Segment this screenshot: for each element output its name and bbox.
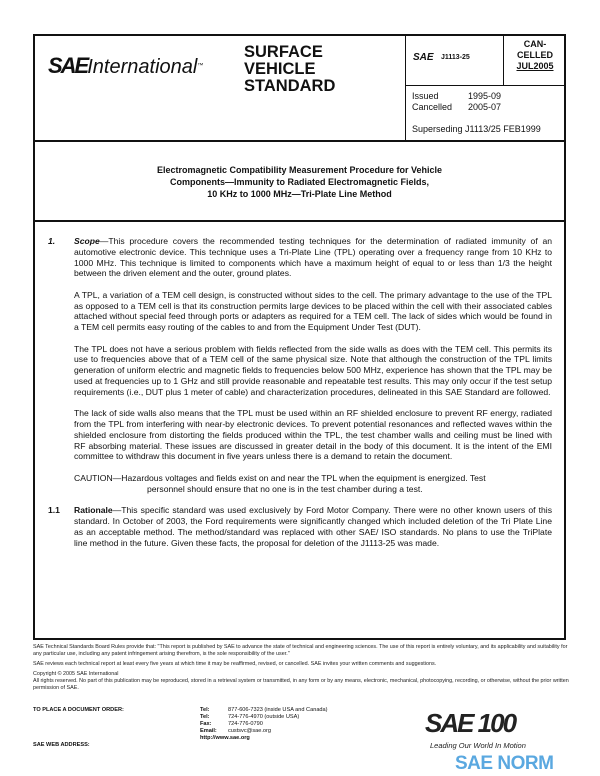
caution-line: CAUTION—Hazardous voltages and fields exist on and near the TPL when the equipment is energized. Test	[74, 472, 486, 483]
status-line: CAN-	[523, 39, 547, 49]
document-body	[48, 236, 552, 559]
logo-international: International	[87, 56, 198, 78]
section-scope	[48, 236, 552, 279]
issued-label: Issued	[412, 91, 439, 101]
cancelled-value: 2005-07	[468, 102, 502, 112]
contact-email[interactable]: custsvc@sae.org	[228, 728, 271, 734]
title-line: Electromagnetic Compatibility Measurement Procedure for Vehicle	[156, 165, 443, 175]
sae-mark: SAE	[413, 52, 434, 63]
type-line: SURFACE	[244, 43, 323, 61]
status-line: JUL2005	[516, 61, 554, 71]
document-number: J1113-25	[441, 54, 470, 61]
rights-notice: All rights reserved. No part of this publication may be reproduced, stored in a retrieval system or transmitted, in any form or by any means, electronic, mechanical, photocopying, recording, or otherwise, without the prior written permission of SAE.	[33, 678, 569, 691]
sae-100-mark: SAE 100	[425, 708, 516, 738]
section-heading: Scope	[74, 236, 100, 246]
legal-notices	[33, 644, 573, 692]
section-rationale	[48, 505, 552, 548]
sae-norm-watermark: SAE NORM	[455, 753, 554, 774]
paragraph: The TPL does not have a serious problem with fields reflected from the side walls as does with the TEM cell. This permits its use to frequencies above that of a TEM cell of the same physical size. Note that although the construction of the TPL limits generation of uniform electric and magnetic fields to frequencies below 500 MHz, experience has shown that the TPL may be used at frequencies up to 1 GHz and still provide reasonable and repeatable test results. This may only occur if the test setup requirements (i.e., DUT plus 1 meter of cable) and characterization procedures, delineated in this SAE Standard are followed.	[74, 343, 552, 397]
type-line: STANDARD	[244, 77, 336, 95]
contact-fax: 724-776-0790	[228, 721, 263, 727]
contact-list	[200, 707, 328, 742]
logo-tm: ™	[197, 63, 204, 69]
status-line: CELLED	[517, 50, 553, 60]
review-notice: SAE reviews each technical report at least every five years at which time it may be reaffirmed, revised, or cancelled. SAE invites your written comments and suggestions.	[33, 661, 437, 667]
contact-phone[interactable]: 877-606-7323 (inside USA and Canada)	[228, 707, 328, 713]
web-link[interactable]: http://www.sae.org	[200, 735, 250, 741]
issued-value: 1995-09	[468, 91, 502, 101]
contact-key: Tel:	[200, 707, 210, 713]
contact-key: Email:	[200, 728, 217, 734]
contact-key: Tel:	[200, 714, 210, 720]
web-label: SAE WEB ADDRESS:	[33, 742, 90, 748]
standard-type	[244, 44, 335, 95]
paragraph: A TPL, a variation of a TEM cell design, is constructed without sides to the cell. The primary advantage to the use of the TPL as opposed to a TEM cell is that its construction permits large devices to be placed within the cell with their associated cables attached without special feed through ports or adapters as required for a TEM cell. The lack of sides which would be found in a TEM cell permits easy routing of the cables to and from the Equipment Under Test (DUT).	[74, 289, 552, 333]
caution-line: personnel should ensure that no one is in the test chamber during a test.	[147, 483, 423, 494]
title-line: Components—Immunity to Radiated Electromagnetic Fields,	[169, 177, 430, 187]
type-line: VEHICLE	[244, 60, 316, 78]
title-line: 10 KHz to 1000 MHz—Tri-Plate Line Method	[207, 189, 392, 199]
tagline: Leading Our World In Motion	[430, 741, 526, 750]
rules-notice: SAE Technical Standards Board Rules provide that: "This report is published by SAE to advance the state of technical and engineering sciences. The use of this report is entirely voluntary, and its applicability and suitability for any particular use, including any patent infringement arising therefrom, is the sole responsibility of the user."	[33, 644, 568, 657]
cancelled-stamp	[503, 34, 566, 86]
logo-sae: SAE	[48, 53, 88, 78]
order-label: TO PLACE A DOCUMENT ORDER:	[33, 707, 124, 713]
section-text: —This procedure covers the recommended testing techniques for the determination of radiated immunity of an automotive electronic device. This technique uses a Tri-Plate Line (TPL) operating over a frequency range from 10 KHz to 1000 MHz. This technique is limited to components which have a maximum height of equal to or less than 1/3 the height between the driven element and the outer, ground plates.	[74, 236, 552, 279]
paragraph: The lack of side walls also means that the TPL must be used within an RF shielded enclosure to prevent RF energy, radiated from the TPL from interfering with near-by electronic devices. To prevent potential resonances and reflected waves within the shielded enclosure from distorting the fields produced within the TPL, the test chamber walls and ceiling must be lined with RF absorbing material. These issues are discussed in greater detail in the body of this document. It is the intent of the EMI committee to withdraw this document in five years unless there is a demand to retain the document.	[74, 408, 552, 462]
caution-note	[48, 473, 552, 495]
sae-international-logo	[48, 54, 203, 79]
superseding: Superseding J1113/25 FEB1999	[412, 124, 541, 134]
contact-phone[interactable]: 724-776-4970 (outside USA)	[228, 714, 300, 720]
issue-dates	[412, 91, 541, 135]
document-title	[33, 142, 566, 222]
section-number: 1.1	[48, 505, 60, 516]
sae-100-logo	[400, 706, 565, 752]
section-text: —This specific standard was used exclusively by Ford Motor Company. There were no other known users of this standard. In October of 2003, the Ford requirements were significantly changed which included deletion of the Tri Plate Line as an acceptable method. The method/standard was replaced with other SAE/ ISO standards. No plans to use the TriPlate line method in the future. Given these facts, the proposal for deletion of the J1113-25 was made.	[74, 505, 552, 548]
copyright: Copyright © 2005 SAE International	[33, 671, 119, 677]
cancelled-label: Cancelled	[412, 102, 453, 112]
section-heading: Rationale	[74, 505, 113, 516]
section-number: 1.	[48, 236, 56, 246]
document-number-box	[405, 34, 503, 86]
contact-key: Fax:	[200, 721, 212, 727]
